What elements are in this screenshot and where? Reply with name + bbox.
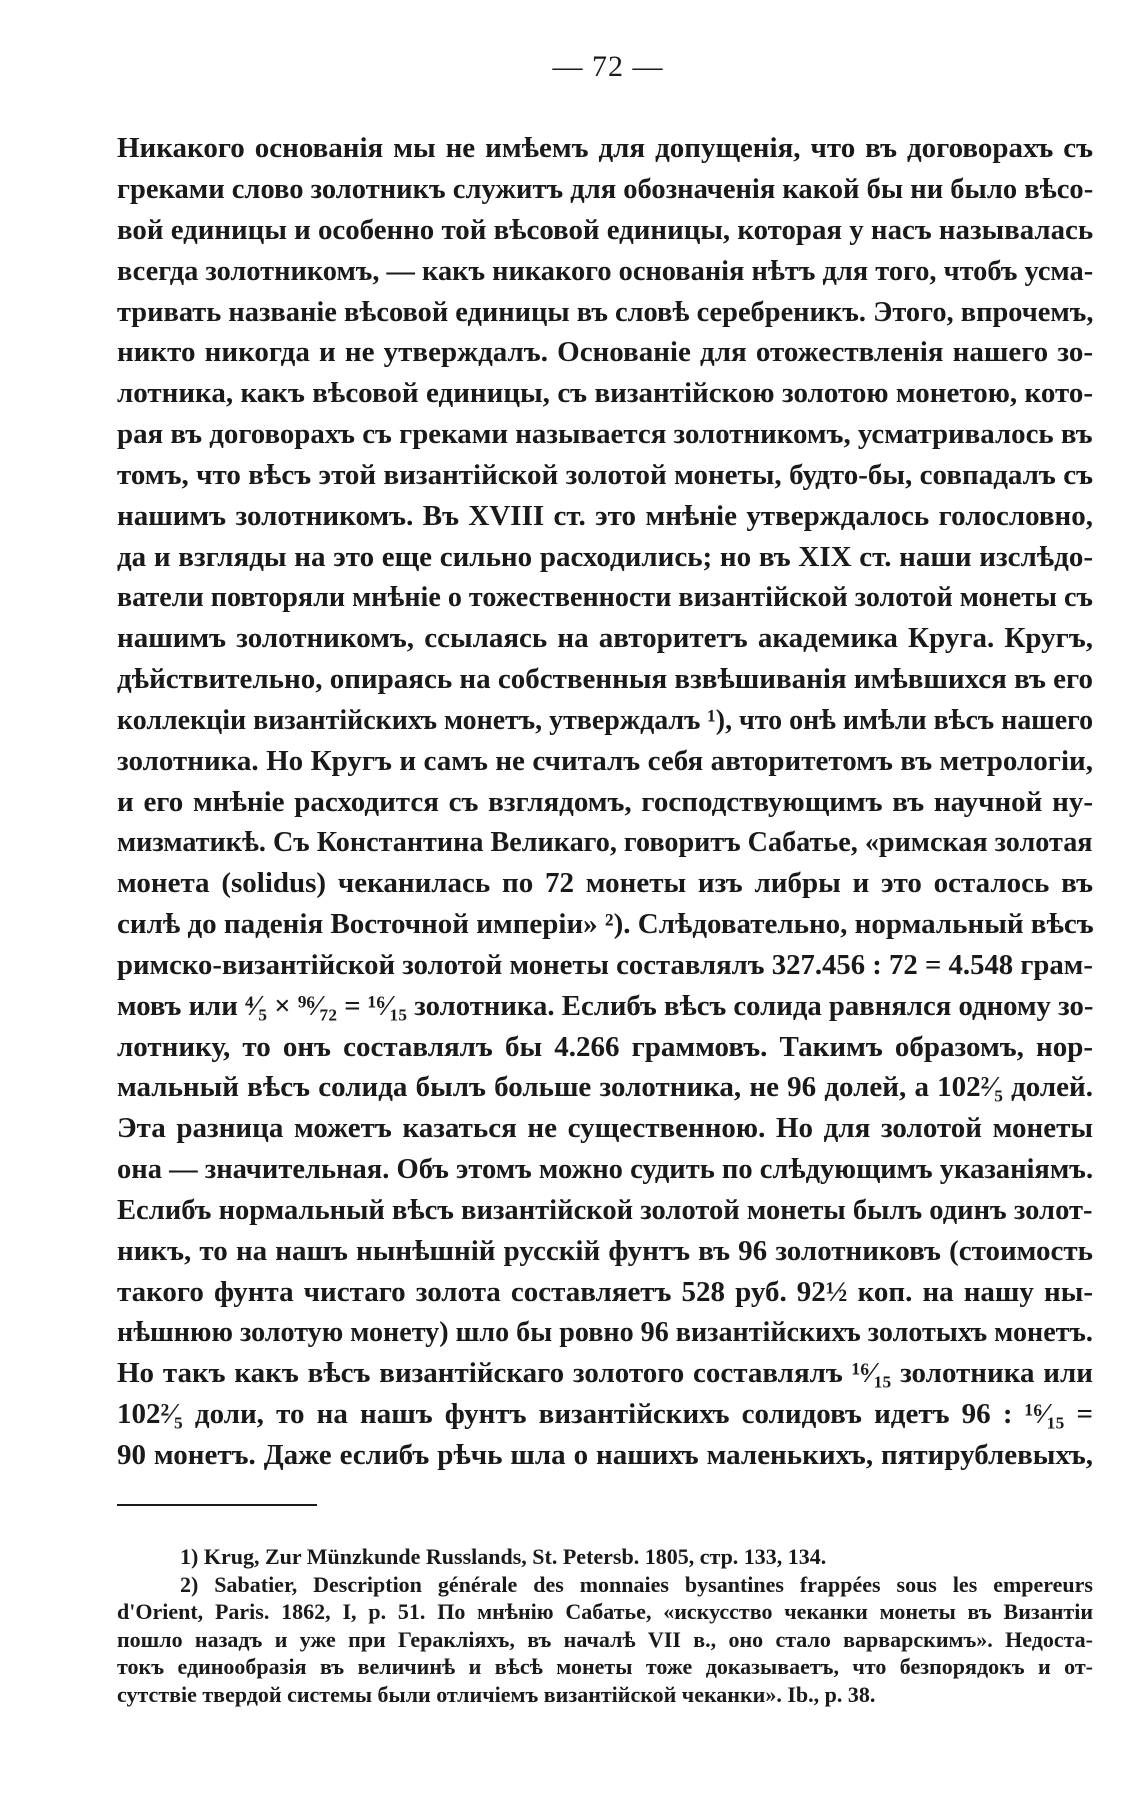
body-line: монета (solidus) чеканилась по 72 монеты изъ либры и это осталось въ	[117, 867, 1093, 899]
body-line: мальный вѣсъ солида былъ больше золотника, не 96 долей, а 102²⁄₅ долей.	[117, 1071, 1093, 1103]
body-line: мизматикѣ. Съ Константина Великаго, говоритъ Сабатье, «римская золотая	[117, 826, 1093, 858]
body-line: она — значительная. Объ этомъ можно судить по слѣдующимъ указаніямъ.	[117, 1153, 1094, 1185]
body-line: Но такъ какъ вѣсъ византійскаго золотого составлялъ ¹⁶⁄₁₅ золотника или	[117, 1357, 1093, 1389]
footnote-1: 1) Krug, Zur Münzkunde Russlands, St. Petersb. 1805, стр. 133, 134.	[180, 1544, 827, 1569]
body-line: ватели повторяли мнѣніе о тожественности византійской золотой монеты съ	[117, 581, 1093, 613]
body-line: золотника. Но Кругъ и самъ не считалъ себя авторитетомъ въ метрологіи,	[117, 745, 1093, 777]
footnote-2-line: пошло назадъ и уже при Гераклiяхъ, въ началѣ VII в., оно стало варварскимъ». Недоста-	[117, 1627, 1093, 1652]
body-line: всегда золотникомъ, — какъ никакого основанія нѣтъ для того, чтобъ усма-	[117, 255, 1094, 287]
body-line: лотника, какъ вѣсовой единицы, съ византійскою золотою монетою, кото-	[117, 377, 1093, 409]
body-line: Никакого основанія мы не имѣемъ для допущенія, что въ договорахъ съ	[117, 132, 1093, 164]
body-line: 102²⁄₅ доли, то на нашъ фунтъ византійскихъ солидовъ идетъ 96 : ¹⁶⁄₁₅ =	[117, 1398, 1093, 1430]
footnote-2-line: сутствіе твердой системы были отличіемъ византійской чеканки». Ib., p. 38.	[117, 1682, 876, 1707]
body-line: никъ, то на нашъ нынѣшній русскій фунтъ въ 96 золотниковъ (стоимость	[117, 1235, 1093, 1267]
page-number: — 72 —	[552, 50, 664, 83]
footnote-separator	[117, 1504, 317, 1506]
body-line: такого фунта чистаго золота составляетъ 528 руб. 92½ коп. на нашу ны-	[117, 1276, 1093, 1308]
body-line: коллекціи византійскихъ монетъ, утверждалъ ¹), что онѣ имѣли вѣсъ нашего	[117, 704, 1094, 736]
body-line: и его мнѣніе расходится съ взглядомъ, господствующимъ въ научной ну-	[117, 786, 1093, 818]
body-line: 90 монетъ. Даже еслибъ рѣчь шла о нашихъ маленькихъ, пятирублевыхъ,	[117, 1439, 1093, 1471]
body-line: Эта разница можетъ казаться не существенною. Но для золотой монеты	[117, 1112, 1093, 1144]
body-line: греками слово золотникъ служитъ для обозначенія какой бы ни было вѣсо-	[117, 173, 1094, 205]
body-line: силѣ до паденія Восточной имперіи» ²). Слѣдовательно, нормальный вѣсъ	[117, 908, 1094, 940]
footnote-2-line: токъ единообразія въ величинѣ и вѣсѣ монеты тоже доказываетъ, что безпорядокъ и от-	[117, 1654, 1093, 1679]
body-line: римско-византійской золотой монеты составлялъ 327.456 : 72 = 4.548 грам-	[117, 949, 1093, 981]
body-line: томъ, что вѣсъ этой византійской золотой монеты, будто-бы, совпадалъ съ	[117, 459, 1093, 491]
body-line: никто никогда и не утверждалъ. Основаніе для отожествленія нашего зо-	[117, 336, 1093, 368]
body-line: вой единицы и особенно той вѣсовой единицы, которая у насъ называлась	[117, 214, 1094, 246]
body-line: лотнику, то онъ составлялъ бы 4.266 граммовъ. Такимъ образомъ, нор-	[117, 1031, 1093, 1063]
footnote-2-line: 2) Sabatier, Description générale des monnaies bysantines frappées sous les empereurs	[180, 1572, 1093, 1597]
body-line: рая въ договорахъ съ греками называется золотникомъ, усматривалось въ	[117, 418, 1093, 450]
body-line: нашимъ золотникомъ. Въ XVIII ст. это мнѣніе утверждалось голословно,	[117, 500, 1093, 532]
body-line: мовъ или ⁴⁄₅ × ⁹⁶⁄₇₂ = ¹⁶⁄₁₅ золотника. Еслибъ вѣсъ солида равнялся одному зо-	[117, 990, 1094, 1022]
body-line: дѣйствительно, опираясь на собственныя взвѣшиванія имѣвшихся въ его	[117, 663, 1093, 695]
body-line: нашимъ золотникомъ, ссылаясь на авторитетъ академика Круга. Кругъ,	[117, 622, 1093, 654]
body-line: Еслибъ нормальный вѣсъ византійской золотой монеты былъ одинъ золот-	[117, 1194, 1093, 1226]
body-line: да и взгляды на это еще сильно расходились; но въ XIX ст. наши изслѣдо-	[117, 541, 1093, 573]
body-line: нѣшнюю золотую монету) шло бы ровно 96 византійскихъ золотыхъ монетъ.	[117, 1316, 1093, 1348]
footnote-2-line: d'Orient, Paris. 1862, I, p. 51. По мнѣнію Сабатье, «искусство чеканки монеты въ Византіи	[117, 1599, 1093, 1624]
body-line: тривать названіе вѣсовой единицы въ словѣ серебреникъ. Этого, впрочемъ,	[117, 296, 1094, 328]
